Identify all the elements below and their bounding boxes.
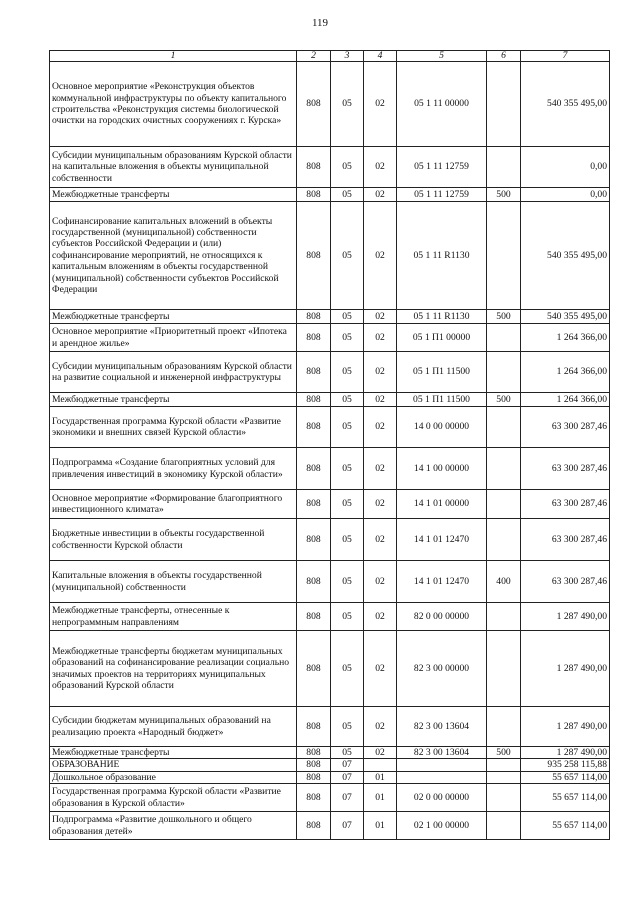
subsection-code-cell: 02	[364, 62, 397, 147]
table-row	[50, 812, 610, 840]
grbs-code-cell: 808	[297, 707, 331, 747]
grbs-code-cell: 808	[297, 352, 331, 393]
target-article-cell: 02 0 00 00000	[397, 784, 487, 812]
expense-type-cell: 400	[487, 561, 521, 603]
section-code-cell: 05	[331, 603, 364, 631]
expense-type-cell: 500	[487, 310, 521, 324]
table-row	[50, 393, 610, 407]
table-row	[50, 771, 610, 783]
amount-cell: 540 355 495,00	[521, 310, 610, 324]
subsection-code-cell: 02	[364, 490, 397, 519]
subsection-code-cell: 02	[364, 448, 397, 490]
row-name-cell: ОБРАЗОВАНИЕ	[50, 759, 297, 771]
subsection-code-cell: 02	[364, 603, 397, 631]
target-article-cell: 14 1 01 12470	[397, 561, 487, 603]
subsection-code-cell: 02	[364, 747, 397, 759]
grbs-code-cell: 808	[297, 324, 331, 352]
amount-cell: 540 355 495,00	[521, 202, 610, 310]
grbs-code-cell: 808	[297, 519, 331, 561]
expense-type-cell	[487, 784, 521, 812]
row-name-cell: Межбюджетные трансферты	[50, 393, 297, 407]
grbs-code-cell: 808	[297, 747, 331, 759]
amount-cell: 1 264 366,00	[521, 324, 610, 352]
section-code-cell: 05	[331, 393, 364, 407]
row-name-cell: Межбюджетные трансферты, отнесенные к непрограммным направлениям	[50, 603, 297, 631]
row-name-cell: Основное мероприятие «Формирование благоприятного инвестиционного климата»	[50, 490, 297, 519]
subsection-code-cell: 02	[364, 561, 397, 603]
section-code-cell: 07	[331, 771, 364, 783]
row-name-cell: Основное мероприятие «Реконструкция объектов коммунальной инфраструктуры по объекту капитального строительства «Реконструкция системы биологической очистки на городских очистных сооружениях г. Курска»	[50, 62, 297, 147]
target-article-cell	[397, 759, 487, 771]
row-name-cell: Межбюджетные трансферты	[50, 747, 297, 759]
column-number-row	[50, 51, 610, 62]
section-code-cell: 05	[331, 561, 364, 603]
amount-cell: 63 300 287,46	[521, 561, 610, 603]
column-header: 3	[331, 51, 364, 62]
subsection-code-cell: 02	[364, 310, 397, 324]
expense-type-cell	[487, 352, 521, 393]
expense-type-cell: 500	[487, 188, 521, 202]
target-article-cell: 05 1 11 12759	[397, 188, 487, 202]
row-name-cell: Государственная программа Курской области «Развитие образования в Курской области»	[50, 784, 297, 812]
amount-cell: 63 300 287,46	[521, 407, 610, 448]
grbs-code-cell: 808	[297, 147, 331, 188]
row-name-cell: Межбюджетные трансферты бюджетам муниципальных образований на софинансирование реализации социально значимых проектов на территориях муниципальных образований Курской области	[50, 631, 297, 707]
column-header: 6	[487, 51, 521, 62]
table-row	[50, 603, 610, 631]
expense-type-cell	[487, 62, 521, 147]
subsection-code-cell: 02	[364, 393, 397, 407]
row-name-cell: Межбюджетные трансферты	[50, 310, 297, 324]
subsection-code-cell: 02	[364, 707, 397, 747]
expense-type-cell	[487, 603, 521, 631]
subsection-code-cell: 02	[364, 202, 397, 310]
grbs-code-cell: 808	[297, 784, 331, 812]
row-name-cell: Субсидии бюджетам муниципальных образований на реализацию проекта «Народный бюджет»	[50, 707, 297, 747]
amount-cell: 0,00	[521, 147, 610, 188]
section-code-cell: 05	[331, 310, 364, 324]
budget-table	[49, 50, 610, 840]
column-header: 7	[521, 51, 610, 62]
subsection-code-cell	[364, 759, 397, 771]
column-header: 2	[297, 51, 331, 62]
target-article-cell: 05 1 П1 11500	[397, 393, 487, 407]
section-code-cell: 05	[331, 62, 364, 147]
section-code-cell: 05	[331, 490, 364, 519]
amount-cell: 1 287 490,00	[521, 707, 610, 747]
target-article-cell: 05 1 П1 00000	[397, 324, 487, 352]
expense-type-cell	[487, 407, 521, 448]
table-row	[50, 561, 610, 603]
section-code-cell: 05	[331, 631, 364, 707]
target-article-cell: 14 1 00 00000	[397, 448, 487, 490]
target-article-cell: 14 0 00 00000	[397, 407, 487, 448]
expense-type-cell	[487, 147, 521, 188]
table-row	[50, 202, 610, 310]
table-row	[50, 490, 610, 519]
column-header: 5	[397, 51, 487, 62]
row-name-cell: Субсидии муниципальным образованиям Курской области на капитальные вложения в объекты муниципальной собственности	[50, 147, 297, 188]
row-name-cell: Государственная программа Курской области «Развитие экономики и внешних связей Курской области»	[50, 407, 297, 448]
table-row	[50, 784, 610, 812]
amount-cell: 63 300 287,46	[521, 448, 610, 490]
table-row	[50, 519, 610, 561]
amount-cell: 935 258 115,88	[521, 759, 610, 771]
expense-type-cell	[487, 707, 521, 747]
row-name-cell: Софинансирование капитальных вложений в объекты государственной (муниципальной) собственности субъектов Российской Федерации и (или) софинансирование мероприятий, не относящихся к капитальным вложениям в объекты государственной (муниципальной) собственности субъектов Российской Федерации	[50, 202, 297, 310]
row-name-cell: Дошкольное образование	[50, 771, 297, 783]
target-article-cell: 82 3 00 13604	[397, 707, 487, 747]
expense-type-cell	[487, 448, 521, 490]
subsection-code-cell: 02	[364, 324, 397, 352]
grbs-code-cell: 808	[297, 393, 331, 407]
table-row	[50, 188, 610, 202]
subsection-code-cell: 02	[364, 352, 397, 393]
target-article-cell: 02 1 00 00000	[397, 812, 487, 840]
table-row	[50, 759, 610, 771]
subsection-code-cell: 01	[364, 784, 397, 812]
page-number: 119	[311, 17, 329, 29]
expense-type-cell	[487, 812, 521, 840]
section-code-cell: 07	[331, 759, 364, 771]
section-code-cell: 05	[331, 519, 364, 561]
grbs-code-cell: 808	[297, 448, 331, 490]
table-row	[50, 310, 610, 324]
expense-type-cell	[487, 519, 521, 561]
table-row	[50, 747, 610, 759]
subsection-code-cell: 02	[364, 407, 397, 448]
section-code-cell: 07	[331, 812, 364, 840]
table-row	[50, 707, 610, 747]
expense-type-cell: 500	[487, 393, 521, 407]
expense-type-cell	[487, 202, 521, 310]
table-row	[50, 448, 610, 490]
subsection-code-cell: 02	[364, 147, 397, 188]
expense-type-cell	[487, 759, 521, 771]
subsection-code-cell: 01	[364, 812, 397, 840]
row-name-cell: Капитальные вложения в объекты государственной (муниципальной) собственности	[50, 561, 297, 603]
table-row	[50, 324, 610, 352]
target-article-cell: 05 1 11 12759	[397, 147, 487, 188]
target-article-cell: 82 0 00 00000	[397, 603, 487, 631]
grbs-code-cell: 808	[297, 771, 331, 783]
amount-cell: 63 300 287,46	[521, 519, 610, 561]
section-code-cell: 05	[331, 352, 364, 393]
target-article-cell: 05 1 11 00000	[397, 62, 487, 147]
table-row	[50, 631, 610, 707]
section-code-cell: 05	[331, 448, 364, 490]
grbs-code-cell: 808	[297, 202, 331, 310]
grbs-code-cell: 808	[297, 759, 331, 771]
column-header: 4	[364, 51, 397, 62]
section-code-cell: 05	[331, 202, 364, 310]
section-code-cell: 05	[331, 747, 364, 759]
expense-type-cell: 500	[487, 747, 521, 759]
row-name-cell: Субсидии муниципальным образованиям Курской области на развитие социальной и инженерной инфраструктуры	[50, 352, 297, 393]
section-code-cell: 05	[331, 407, 364, 448]
amount-cell: 55 657 114,00	[521, 784, 610, 812]
section-code-cell: 05	[331, 324, 364, 352]
amount-cell: 63 300 287,46	[521, 490, 610, 519]
target-article-cell: 82 3 00 00000	[397, 631, 487, 707]
subsection-code-cell: 01	[364, 771, 397, 783]
amount-cell: 1 287 490,00	[521, 747, 610, 759]
grbs-code-cell: 808	[297, 631, 331, 707]
grbs-code-cell: 808	[297, 310, 331, 324]
row-name-cell: Основное мероприятие «Приоритетный проект «Ипотека и арендное жилье»	[50, 324, 297, 352]
grbs-code-cell: 808	[297, 62, 331, 147]
section-code-cell: 05	[331, 188, 364, 202]
amount-cell: 1 287 490,00	[521, 631, 610, 707]
column-header: 1	[50, 51, 297, 62]
grbs-code-cell: 808	[297, 561, 331, 603]
target-article-cell: 05 1 11 R1130	[397, 310, 487, 324]
target-article-cell: 05 1 11 R1130	[397, 202, 487, 310]
row-name-cell: Бюджетные инвестиции в объекты государственной собственности Курской области	[50, 519, 297, 561]
grbs-code-cell: 808	[297, 812, 331, 840]
target-article-cell: 14 1 01 12470	[397, 519, 487, 561]
amount-cell: 0,00	[521, 188, 610, 202]
expense-type-cell	[487, 490, 521, 519]
amount-cell: 1 264 366,00	[521, 352, 610, 393]
row-name-cell: Подпрограмма «Развитие дошкольного и общего образования детей»	[50, 812, 297, 840]
section-code-cell: 07	[331, 784, 364, 812]
table-row	[50, 147, 610, 188]
target-article-cell	[397, 771, 487, 783]
expense-type-cell	[487, 631, 521, 707]
section-code-cell: 05	[331, 147, 364, 188]
amount-cell: 55 657 114,00	[521, 771, 610, 783]
expense-type-cell	[487, 771, 521, 783]
subsection-code-cell: 02	[364, 519, 397, 561]
grbs-code-cell: 808	[297, 188, 331, 202]
target-article-cell: 82 3 00 13604	[397, 747, 487, 759]
grbs-code-cell: 808	[297, 407, 331, 448]
row-name-cell: Межбюджетные трансферты	[50, 188, 297, 202]
section-code-cell: 05	[331, 707, 364, 747]
target-article-cell: 05 1 П1 11500	[397, 352, 487, 393]
target-article-cell: 14 1 01 00000	[397, 490, 487, 519]
amount-cell: 540 355 495,00	[521, 62, 610, 147]
subsection-code-cell: 02	[364, 631, 397, 707]
row-name-cell: Подпрограмма «Создание благоприятных условий для привлечения инвестиций в экономику Курской области»	[50, 448, 297, 490]
table-row	[50, 352, 610, 393]
subsection-code-cell: 02	[364, 188, 397, 202]
expense-type-cell	[487, 324, 521, 352]
amount-cell: 1 264 366,00	[521, 393, 610, 407]
grbs-code-cell: 808	[297, 490, 331, 519]
table-row	[50, 62, 610, 147]
table-row	[50, 407, 610, 448]
amount-cell: 55 657 114,00	[521, 812, 610, 840]
amount-cell: 1 287 490,00	[521, 603, 610, 631]
grbs-code-cell: 808	[297, 603, 331, 631]
